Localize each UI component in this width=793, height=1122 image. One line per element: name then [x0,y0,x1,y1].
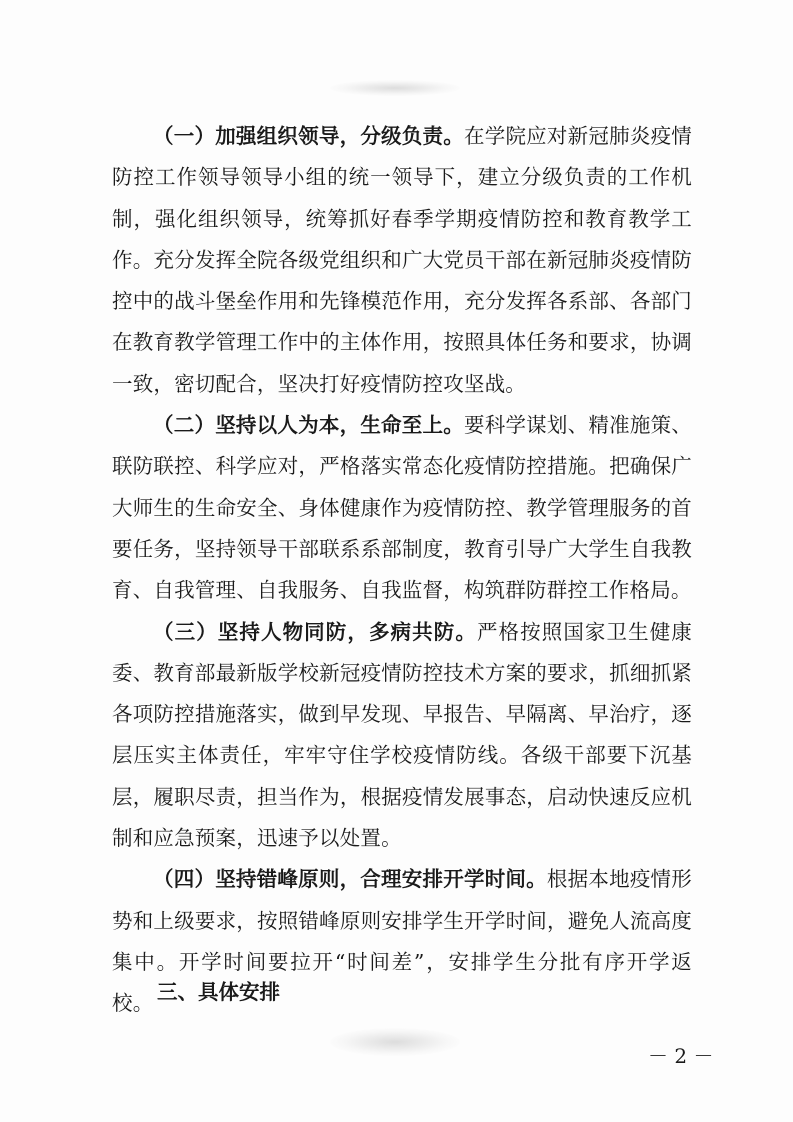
paragraph-2-body: 要科学谋划、精准施策、联防联控、科学应对，严格落实常态化疫情防控措施。把确保广大师生的生命安全、身体健康作为疫情防控、教学管理服务的首要任务，坚持领导干部联系系部制度，教育引导广大学生自我教育、自我管理、自我服务、自我监督，构筑群防群控工作格局。 [112,413,693,603]
paragraph-1-body: 在学院应对新冠肺炎疫情防控工作领导领导小组的统一领导下，建立分级负责的工作机制，强化组织领导，统筹抓好春季学期疫情防控和教育教学工作。充分发挥全院各级党组织和广大党员干部在新冠肺炎疫情防控中的战斗堡垒作用和先锋模范作用，充分发挥各系部、各部门在教育教学管理工作中的主体作用，按照具体任务和要求，协调一致，密切配合，坚决打好疫情防控攻坚战。 [112,124,693,396]
paragraph-2-lead: （二）坚持以人为本，生命至上。 [153,413,464,438]
paragraph-3 [112,612,692,860]
scan-smudge [330,80,460,96]
scan-smudge [330,1028,460,1056]
paragraph-1-lead: （一）加强组织领导，分级负责。 [153,124,464,148]
paragraph-4-body: 根据本地疫情形势和上级要求，按照错峰原则安排学生开学时间，避免人流高度集中。开学时间要拉开“时间差”，安排学生分批有序开学返校。 [112,867,692,1016]
document-body [112,116,692,1025]
paragraph-4-lead: （四）坚持错峰原则，合理安排开学时间。 [153,867,547,892]
paragraph-3-lead: （三）坚持人物同防，多病共防。 [153,619,477,644]
section-heading: 三、具体安排 [157,980,280,1004]
page-number: － 2 － [648,1044,714,1068]
paragraph-1 [112,116,692,405]
paragraph-2 [112,405,692,611]
paragraph-3-body: 严格按照国家卫生健康委、教育部最新版学校新冠疫情防控技术方案的要求，抓细抓紧各项防控措施落实，做到早发现、早报告、早隔离、早治疗，逐层压实主体责任，牢牢守住学校疫情防线。各级干部要下沉基层，履职尽责，担当作为，根据疫情发展事态，启动快速反应机制和应急预案，迅速予以处置。 [112,619,692,851]
